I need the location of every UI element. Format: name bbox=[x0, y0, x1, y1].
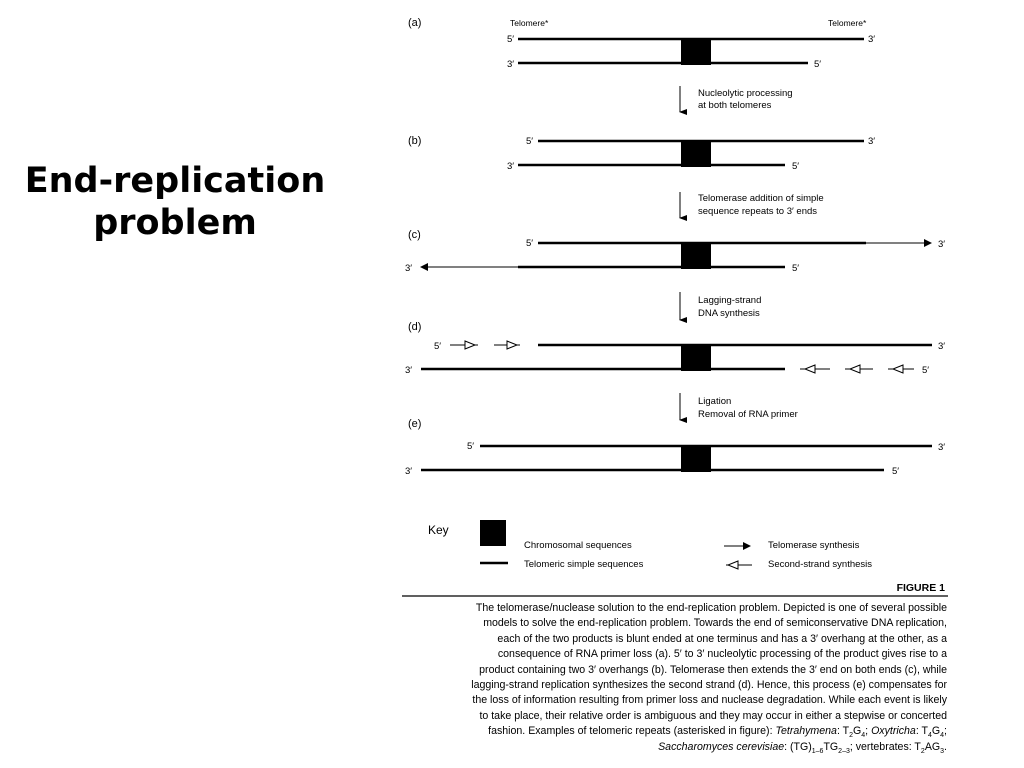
panel-d-top-left-end: 5′ bbox=[434, 341, 442, 352]
step-bc-line-1: Telomerase addition of simple bbox=[698, 193, 824, 204]
caption-oxy-g: G bbox=[931, 725, 941, 738]
panel-b-chromosome-block bbox=[681, 140, 711, 167]
caption-oxy-n2: 4 bbox=[940, 732, 945, 740]
panel-c bbox=[405, 229, 945, 274]
caption-line-7: the loss of information resulting from primer loss and nuclease degradation. While each event is likely bbox=[472, 694, 947, 707]
key-second-strand-head bbox=[728, 561, 738, 569]
caption-line-5: product containing two 3′ overhangs (b). Telomerase then extends the 3′ end on both ends (c), while bbox=[479, 663, 947, 676]
panel-b-top-right-end: 3′ bbox=[868, 136, 876, 147]
panel-d-top-right-end: 3′ bbox=[938, 341, 946, 352]
panel-label-c: (c) bbox=[408, 229, 421, 241]
panel-label-a: (a) bbox=[408, 17, 422, 29]
step-d-to-e bbox=[680, 393, 798, 420]
caption-l10-b: TG bbox=[823, 740, 839, 753]
slide-title-line-2: problem bbox=[93, 203, 257, 243]
caption-oxy-seq: : T bbox=[915, 725, 928, 738]
panel-a-top-left-end: 5′ bbox=[507, 34, 515, 45]
caption-l10-n4: 3 bbox=[940, 747, 945, 755]
panel-b bbox=[408, 135, 875, 172]
panel-e-top-right-end: 3′ bbox=[938, 442, 946, 453]
panel-e bbox=[405, 418, 945, 477]
caption-tet-seq: : T bbox=[836, 725, 850, 738]
caption-line-10 bbox=[402, 740, 947, 755]
slide-title-line-1: End-replication bbox=[24, 161, 326, 201]
panel-d-primer-5-head bbox=[893, 365, 903, 373]
figure-label: FIGURE 1 bbox=[896, 582, 945, 594]
panel-b-bottom-right-end: 5′ bbox=[792, 161, 800, 172]
caption-oxy-n1: 4 bbox=[927, 732, 932, 740]
panel-label-e: (e) bbox=[408, 418, 422, 430]
panel-d bbox=[405, 321, 945, 376]
step-ab-line-1: Nucleolytic processing bbox=[698, 88, 793, 99]
step-ab-line-2: at both telomeres bbox=[698, 100, 772, 111]
caption-tet-n1: 2 bbox=[849, 732, 854, 740]
step-c-to-d bbox=[680, 292, 761, 320]
key-chromosomal-label: Chromosomal sequences bbox=[524, 540, 632, 551]
step-a-to-b bbox=[680, 86, 793, 112]
caption-oxytricha: Oxytricha bbox=[871, 725, 916, 738]
panel-b-bottom-left-end: 3′ bbox=[507, 161, 515, 172]
caption-line-1: The telomerase/nuclease solution to the end-replication problem. Depicted is one of several possible bbox=[475, 602, 947, 614]
panel-d-primer-1-head bbox=[465, 341, 475, 349]
panel-a-top-right-end: 3′ bbox=[868, 34, 876, 45]
caption-line-6: lagging-strand replication synthesizes the second strand (d). Hence, this process (e) compensates for bbox=[471, 679, 947, 692]
key-chromosome-swatch bbox=[480, 520, 506, 546]
panel-c-top-left-end: 5′ bbox=[526, 238, 534, 249]
caption-l10-e: . bbox=[944, 740, 947, 753]
panel-a-chromosome-block bbox=[681, 38, 711, 65]
caption-line-3: each of the two products is blunt ended at one terminus and has a 3′ overhang at the other, as a bbox=[497, 632, 947, 645]
panel-d-chromosome-block bbox=[681, 344, 711, 371]
step-cd-line-1: Lagging-strand bbox=[698, 295, 762, 306]
caption-tet-g: G bbox=[853, 725, 862, 738]
figure-caption bbox=[402, 601, 947, 755]
caption-line-2: models to solve the end-replication problem. Towards the end of semiconservative DNA replication, bbox=[483, 617, 947, 630]
caption-l10-n3: 2 bbox=[920, 747, 925, 755]
caption-l9-end: ; bbox=[944, 725, 947, 738]
telomere-left-label: Telomere* bbox=[510, 18, 549, 28]
panel-c-bottom-right-end: 5′ bbox=[792, 263, 800, 274]
panel-d-primer-2-head bbox=[507, 341, 517, 349]
caption-l10-n1: 1–6 bbox=[811, 747, 824, 755]
telomere-right-label: Telomere* bbox=[828, 18, 867, 28]
step-cd-line-2: DNA synthesis bbox=[698, 308, 760, 319]
key-title: Key bbox=[428, 523, 449, 537]
step-bc-line-2: sequence repeats to 3′ ends bbox=[698, 206, 818, 217]
key-second-strand-label: Second-strand synthesis bbox=[768, 559, 873, 570]
panel-label-d: (d) bbox=[408, 321, 422, 333]
panel-e-top-left-end: 5′ bbox=[467, 441, 475, 452]
step-de-line-1: Ligation bbox=[698, 396, 732, 407]
panel-a bbox=[408, 17, 875, 70]
panel-e-chromosome-block bbox=[681, 445, 711, 472]
step-de-line-2: Removal of RNA primer bbox=[698, 409, 798, 420]
panel-label-b: (b) bbox=[408, 135, 422, 147]
caption-l10-a: : (TG) bbox=[784, 740, 812, 753]
panel-c-top-right-end: 3′ bbox=[938, 239, 946, 250]
caption-line-9 bbox=[402, 724, 947, 739]
panel-e-bottom-left-end: 3′ bbox=[405, 466, 413, 477]
caption-tetrahymena: Tetrahymena bbox=[775, 725, 837, 738]
panel-c-chromosome-block bbox=[681, 242, 711, 269]
panel-b-top-left-end: 5′ bbox=[526, 136, 534, 147]
panel-a-bottom-right-end: 5′ bbox=[814, 59, 822, 70]
key bbox=[428, 520, 872, 570]
panel-d-bottom-right-end: 5′ bbox=[922, 365, 930, 376]
panel-a-bottom-left-end: 3′ bbox=[507, 59, 515, 70]
panel-d-primer-4-head bbox=[850, 365, 860, 373]
caption-tet-n2: 4 bbox=[861, 732, 866, 740]
key-telomerase-label: Telomerase synthesis bbox=[768, 540, 860, 551]
caption-saccharomyces: Saccharomyces cerevisiae bbox=[658, 740, 785, 753]
caption-l10-d: AG bbox=[924, 740, 941, 753]
caption-sep: ; bbox=[865, 725, 872, 738]
key-telomeric-label: Telomeric simple sequences bbox=[524, 559, 644, 570]
panel-c-bottom-left-end: 3′ bbox=[405, 263, 413, 274]
caption-l10-n2: 2–3 bbox=[838, 747, 850, 755]
caption-l10-c: ; vertebrates: T bbox=[849, 740, 921, 753]
caption-l9-text: fashion. Examples of telomeric repeats (asterisked in figure): bbox=[488, 725, 776, 738]
panel-e-bottom-right-end: 5′ bbox=[892, 466, 900, 477]
panel-d-bottom-left-end: 3′ bbox=[405, 365, 413, 376]
caption-line-4: consequence of RNA primer loss (a). 5′ to 3′ nucleolytic processing of the product gives rise to a bbox=[497, 648, 947, 661]
caption-line-8: to take place, their relative order is ambiguous and they may occur in either a stepwise or concerted bbox=[479, 709, 947, 722]
panel-d-primer-3-head bbox=[805, 365, 815, 373]
step-b-to-c bbox=[680, 192, 824, 218]
